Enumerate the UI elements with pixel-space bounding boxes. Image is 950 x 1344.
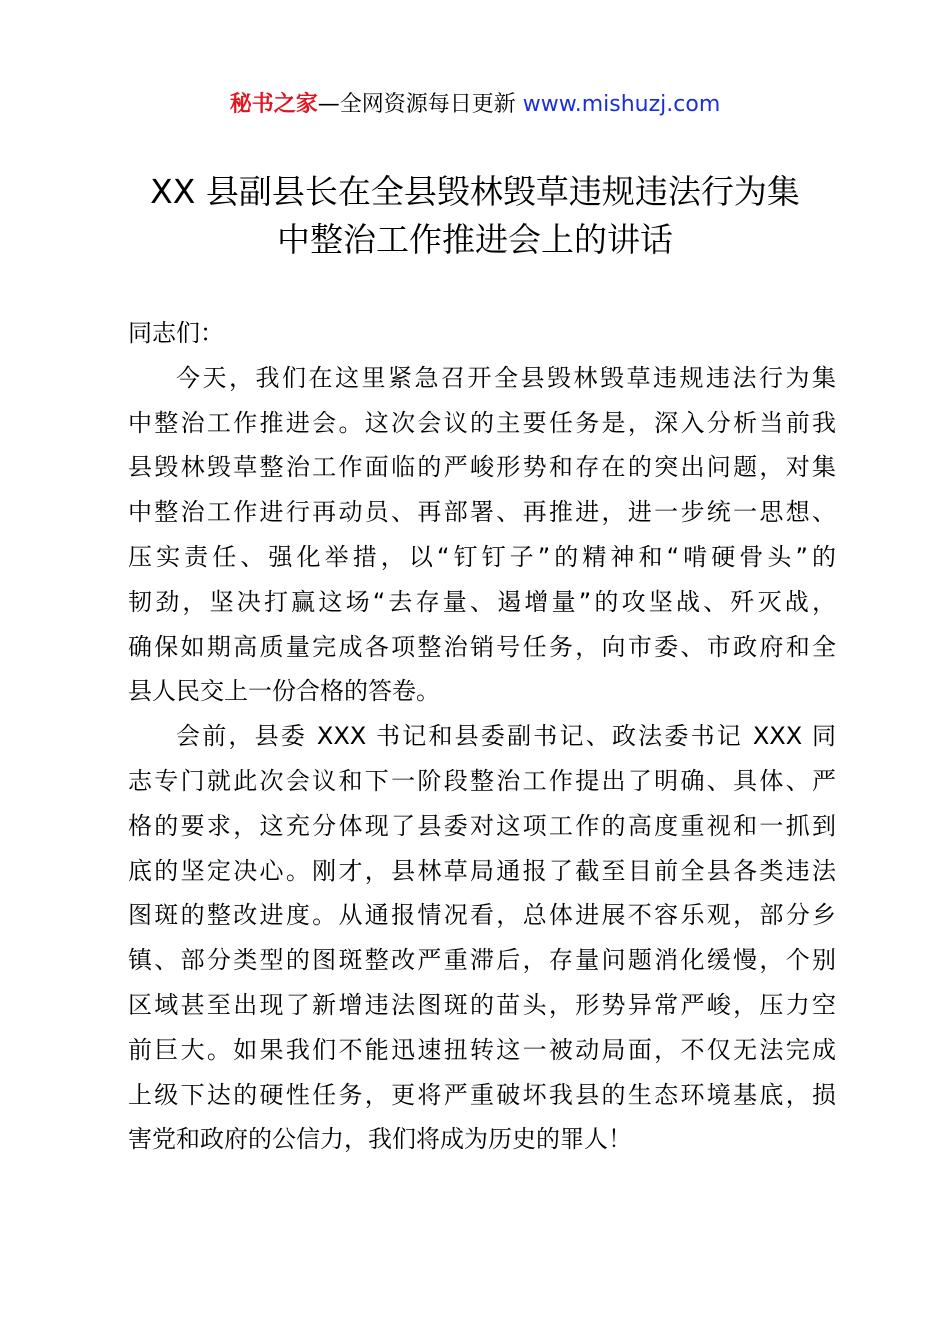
paragraph-line: 县人民交上一份合格的答卷。 xyxy=(128,677,440,706)
document-title xyxy=(100,168,850,264)
paragraph-line: 会前，县委 XXX 书记和县委副书记、政法委书记 XXX 同 xyxy=(176,722,836,751)
paragraph-line: 格的要求，这充分体现了县委对这项工作的高度重视和一抓到 xyxy=(128,811,836,840)
salutation: 同志们： xyxy=(128,319,224,347)
paragraph-line: 韧劲，坚决打赢这场“去存量、遏增量”的攻坚战、歼灭战， xyxy=(128,587,836,616)
paragraph-line: 前巨大。如果我们不能迅速扭转这一被动局面，不仅无法完成 xyxy=(128,1035,836,1064)
paragraph-line: 上级下达的硬性任务，更将严重破坏我县的生态环境基底，损 xyxy=(128,1080,836,1109)
paragraph-line: 底的坚定决心。刚才，县林草局通报了截至目前全县各类违法 xyxy=(128,856,836,885)
paragraph-line: 区域甚至出现了新增违法图斑的苗头，形势异常严峻，压力空 xyxy=(128,990,836,1019)
title-line-2: 中整治工作推进会上的讲话 xyxy=(277,220,673,259)
document-body xyxy=(128,311,836,1162)
paragraph-line: 县毁林毁草整治工作面临的严峻形势和存在的突出问题，对集 xyxy=(128,453,836,482)
paragraph-line: 中整治工作进行再动员、再部署、再推进，进一步统一思想、 xyxy=(128,498,836,527)
header-url[interactable]: www.mishuzj.com xyxy=(522,92,721,117)
paragraph-line: 志专门就此次会议和下一阶段整治工作提出了明确、具体、严 xyxy=(128,766,836,795)
paragraph-line: 镇、部分类型的图斑整改严重滞后，存量问题消化缓慢，个别 xyxy=(128,946,836,975)
page-header xyxy=(0,88,950,122)
brand-name: 秘书之家 xyxy=(229,92,318,117)
paragraph-line: 图斑的整改进度。从通报情况看，总体进展不容乐观，部分乡 xyxy=(128,901,836,930)
paragraph-line: 确保如期高质量完成各项整治销号任务，向市委、市政府和全 xyxy=(128,632,836,661)
paragraph-2 xyxy=(128,714,836,1162)
paragraph-line: 中整治工作推进会。这次会议的主要任务是，深入分析当前我 xyxy=(128,408,836,437)
title-line-1: XX 县副县长在全县毁林毁草违规违法行为集 xyxy=(150,172,800,211)
paragraph-line: 害党和政府的公信力，我们将成为历史的罪人！ xyxy=(128,1125,632,1154)
paragraph-line: 压实责任、强化举措，以“钉钉子”的精神和“啃硬骨头”的 xyxy=(128,542,836,571)
header-tagline: —全网资源每日更新 xyxy=(317,92,523,117)
paragraph-1 xyxy=(128,356,836,714)
paragraph-line: 今天，我们在这里紧急召开全县毁林毁草违规违法行为集 xyxy=(176,363,836,392)
